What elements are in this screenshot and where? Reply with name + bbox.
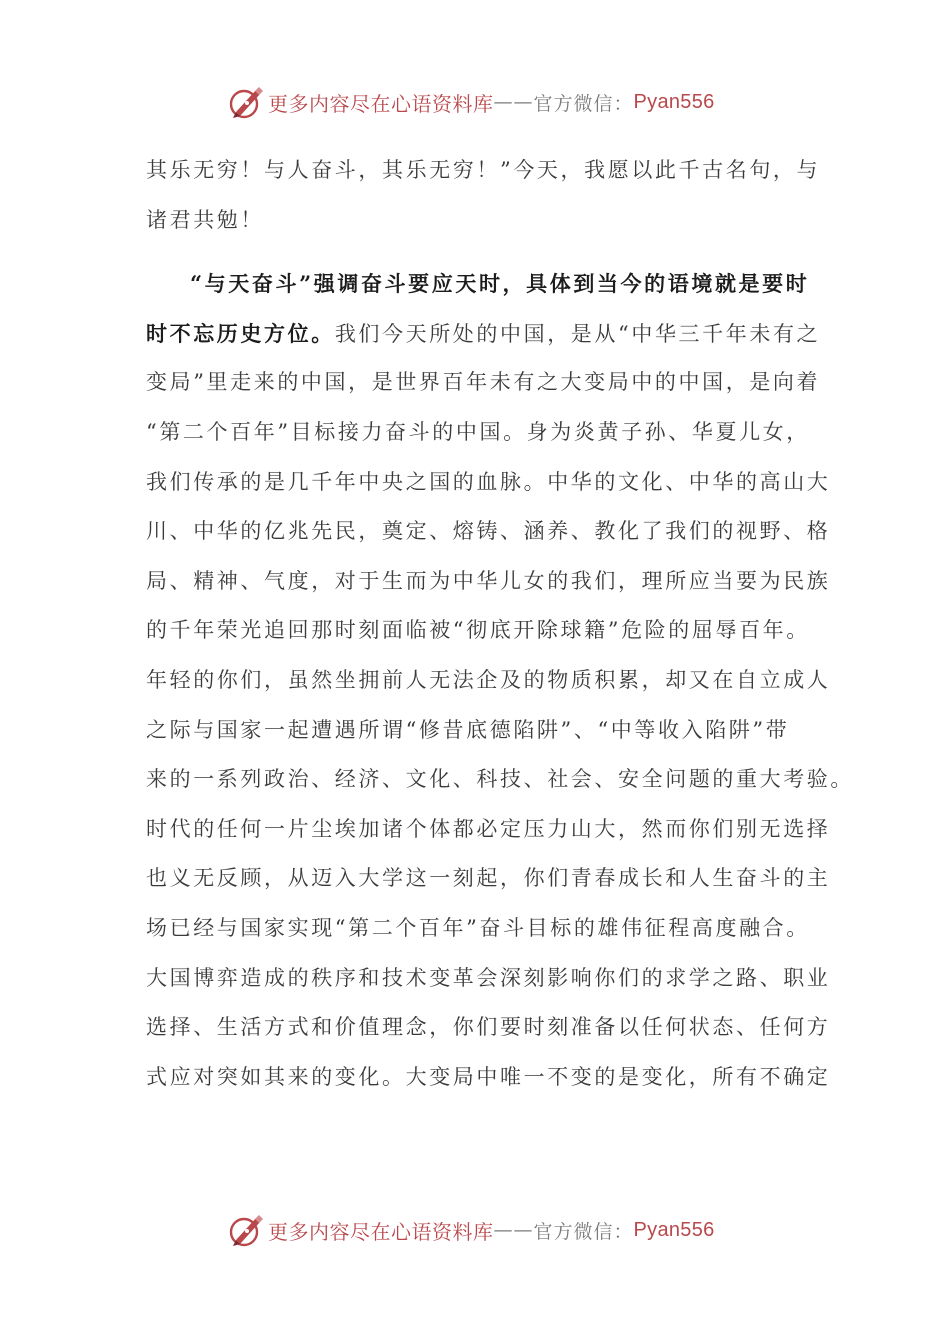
text-line: 式应对突如其来的变化。大变局中唯一不变的是变化，所有不确定 xyxy=(146,1064,831,1089)
text-line xyxy=(146,309,821,359)
text-line: 诸君共勉！ xyxy=(146,207,264,232)
pen-logo-icon xyxy=(226,1210,266,1250)
footer-site-name: 更多内容尽在心语资料库 xyxy=(268,1219,494,1244)
bold-heading-end: 时不忘历史方位。 xyxy=(146,320,335,346)
text-line: “第二个百年”目标接力奋斗的中国。身为炎黄子孙、华夏儿女， xyxy=(146,419,810,444)
text-line: 大国博弈造成的秩序和技术变革会深刻影响你们的求学之路、职业 xyxy=(146,965,831,990)
text-line: 选择、生活方式和价值理念，你们要时刻准备以任何状态、任何方 xyxy=(146,1015,831,1040)
banner-wechat-id: Pyan556 xyxy=(633,90,715,113)
footer-banner xyxy=(226,1208,746,1252)
footer-wechat-label: 官方微信： xyxy=(533,1220,634,1243)
text-line: 我们传承的是几千年中央之国的血脉。中华的文化、中华的高山大 xyxy=(146,469,831,494)
bold-heading-line: “与天奋斗”强调奋斗要应天时，具体到当今的语境就是要时 xyxy=(190,271,810,297)
text-line-rest: 我们今天所处的中国，是从“中华三千年未有之 xyxy=(334,321,821,346)
text-line: 也义无反顾，从迈入大学这一刻起，你们青春成长和人生奋斗的主 xyxy=(146,866,831,891)
text-line: 时代的任何一片尘埃加诸个体都必定压力山大，然而你们别无选择 xyxy=(146,816,831,841)
text-line: 场已经与国家实现“第二个百年”奋斗目标的雄伟征程高度融合。 xyxy=(146,915,810,940)
header-banner xyxy=(226,80,746,124)
text-line: 年轻的你们，虽然坐拥前人无法企及的物质积累，却又在自立成人 xyxy=(146,667,831,692)
text-line: 其乐无穷！与人奋斗，其乐无穷！”今天，我愿以此千古名句，与 xyxy=(146,158,821,182)
text-line: 之际与国家一起遭遇所谓“修昔底德陷阱”、“中等收入陷阱”带 xyxy=(146,717,790,742)
text-line: 变局”里走来的中国，是世界百年未有之大变局中的中国，是向着 xyxy=(146,370,821,395)
banner-separator: —— xyxy=(493,91,534,113)
paragraph-gap xyxy=(146,245,811,259)
footer-separator: —— xyxy=(493,1219,534,1241)
pen-logo-icon xyxy=(226,82,266,122)
text-line: 来的一系列政治、经济、文化、科技、社会、安全问题的重大考验。 xyxy=(146,767,854,792)
footer-wechat-id: Pyan556 xyxy=(633,1218,715,1241)
text-line: 川、中华的亿兆先民，奠定、熔铸、涵养、教化了我们的视野、格 xyxy=(146,519,831,544)
banner-site-name: 更多内容尽在心语资料库 xyxy=(268,91,494,116)
text-line: 局、精神、气度，对于生而为中华儿女的我们，理所应当要为民族 xyxy=(146,568,831,593)
document-body xyxy=(146,146,854,1102)
banner-wechat-label: 官方微信： xyxy=(533,92,634,115)
text-line: 的千年荣光追回那时刻面临被“彻底开除球籍”危险的屈辱百年。 xyxy=(146,618,810,643)
